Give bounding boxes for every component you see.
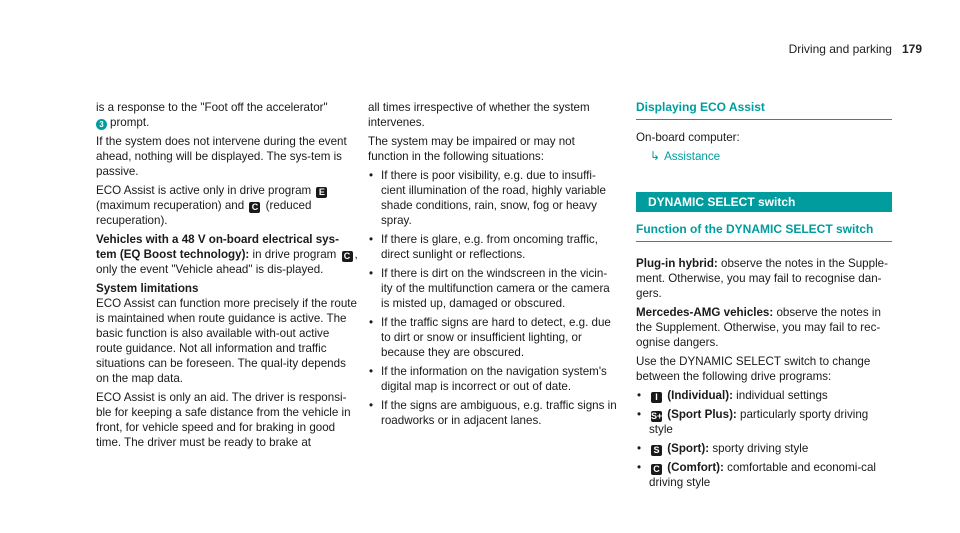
paragraph-drive-program	[96, 183, 358, 228]
list-item	[368, 266, 618, 311]
bullet: •	[637, 408, 642, 421]
assistance-link[interactable]: Assistance	[664, 150, 721, 163]
bold-label: Plug-in hybrid:	[636, 257, 718, 270]
program-label: (Comfort):	[667, 461, 724, 474]
paragraph-48v	[96, 232, 358, 277]
sport-program-icon: S	[651, 445, 662, 456]
section-banner-dynamic-select: DYNAMIC SELECT switch	[636, 192, 892, 212]
page-header	[789, 42, 922, 57]
paragraph-system-limitations	[96, 281, 358, 386]
bullet: •	[637, 461, 642, 474]
list-item	[368, 315, 618, 360]
paragraph-plugin-hybrid	[636, 256, 892, 301]
column-middle	[368, 100, 618, 432]
bold-label: Vehicles with a 48 V on-board electrical sys-tem (EQ Boost technology):	[96, 233, 339, 261]
text: (reduced recuperation).	[96, 199, 312, 227]
text: observe the notes in the Supplement. Otherwise, you may fail to rec-ognise dangers.	[636, 306, 881, 349]
text: prompt.	[110, 116, 150, 129]
paragraph-driver-aid: ECO Assist is only an aid. The driver is responsi-ble for keeping a safe distance from the vehicle in front, for vehicle speed and for braking in good time. The driver must be ready to brake at	[96, 391, 351, 449]
text: If the information on the navigation system's digital map is incorrect or out of date.	[381, 365, 607, 393]
text: , only the event "Vehicle ahead" is dis-played.	[96, 248, 358, 276]
text: in drive program	[252, 248, 337, 261]
list-item	[368, 398, 618, 428]
program-label: (Individual):	[667, 389, 733, 402]
assistance-menu-path[interactable]	[636, 149, 892, 164]
paragraph-foot-off	[96, 100, 358, 130]
text: If there is poor visibility, e.g. due to insuffi-cient illumination of the road, highly variable shade conditions, rain, snow, fog or heavy spray.	[381, 169, 606, 227]
page-number: 179	[901, 42, 922, 56]
bullet: •	[369, 365, 374, 378]
header-title: Driving and parking	[788, 42, 892, 56]
paragraph-intervenes: all times irrespective of whether the system intervenes.	[368, 101, 590, 129]
paragraph-use-switch: Use the DYNAMIC SELECT switch to change between the following drive programs:	[636, 355, 871, 383]
text: If the traffic signs are hard to detect, e.g. due to dirt or snow or insufficient lighting, or because they are obscured.	[381, 316, 611, 359]
limitations-list	[368, 168, 618, 428]
bullet: •	[369, 267, 374, 280]
program-desc: particularly sporty driving style	[649, 408, 869, 436]
heading-displaying-eco-assist: Displaying ECO Assist	[636, 100, 892, 120]
comfort-program-icon: C	[651, 464, 662, 475]
list-item	[636, 407, 892, 437]
bullet: •	[637, 389, 642, 402]
text: ECO Assist is active only in drive program	[96, 184, 312, 197]
drive-programs-list	[636, 388, 892, 490]
paragraph-amg	[636, 305, 892, 350]
heading-function-dynamic-select: Function of the DYNAMIC SELECT switch	[636, 222, 892, 242]
list-item	[636, 460, 892, 490]
paragraph-passive: If the system does not intervene during the event ahead, nothing will be displayed. The sys-tem is passive.	[96, 135, 347, 178]
list-item	[636, 388, 892, 403]
onboard-label: On-board computer:	[636, 131, 740, 144]
bullet: •	[369, 233, 374, 246]
bullet: •	[369, 169, 374, 182]
list-item	[368, 364, 618, 394]
text: is a response to the "Foot off the accelerator"	[96, 101, 328, 114]
menu-arrow-icon: ↳	[650, 149, 661, 163]
sport-plus-program-icon: S+	[651, 411, 663, 421]
list-item	[368, 168, 618, 228]
text: observe the notes in the Supple-ment. Otherwise, you may fail to recognise dan-gers.	[636, 257, 888, 300]
program-label: (Sport):	[667, 442, 710, 455]
program-label: (Sport Plus):	[667, 408, 737, 421]
bullet: •	[369, 316, 374, 329]
program-desc: individual settings	[736, 389, 828, 402]
section-heading: System limitations	[96, 282, 199, 295]
individual-program-icon: I	[651, 392, 662, 403]
drive-program-c-icon: C	[249, 202, 260, 213]
callout-number: 3	[96, 119, 107, 130]
drive-program-e-icon: E	[316, 187, 327, 198]
column-right	[636, 100, 892, 494]
bold-label: Mercedes-AMG vehicles:	[636, 306, 774, 319]
program-desc: sporty driving style	[712, 442, 809, 455]
list-item	[368, 232, 618, 262]
list-item	[636, 441, 892, 456]
text: (maximum recuperation) and	[96, 199, 245, 212]
text: If there is glare, e.g. from oncoming traffic, direct sunlight or reflections.	[381, 233, 598, 261]
drive-program-c-icon: C	[342, 251, 353, 262]
program-desc: comfortable and economi-cal driving style	[649, 461, 877, 489]
bullet: •	[369, 399, 374, 412]
paragraph-situations: The system may be impaired or may not function in the following situations:	[368, 135, 575, 163]
bullet: •	[637, 442, 642, 455]
text: If there is dirt on the windscreen in the vicin-ity of the multifunction camera or the camera is misted up, damaged or obscured.	[381, 267, 610, 310]
column-left	[96, 100, 358, 454]
text: If the signs are ambiguous, e.g. traffic signs in roadworks or in adjacent lanes.	[381, 399, 617, 427]
text: ECO Assist can function more precisely if the route is maintained when route guidance is active. The basic function is also available with-out active route guidance. Not all information and traffic situations can be foreseen. The qual-ity depends on the map data.	[96, 297, 357, 385]
